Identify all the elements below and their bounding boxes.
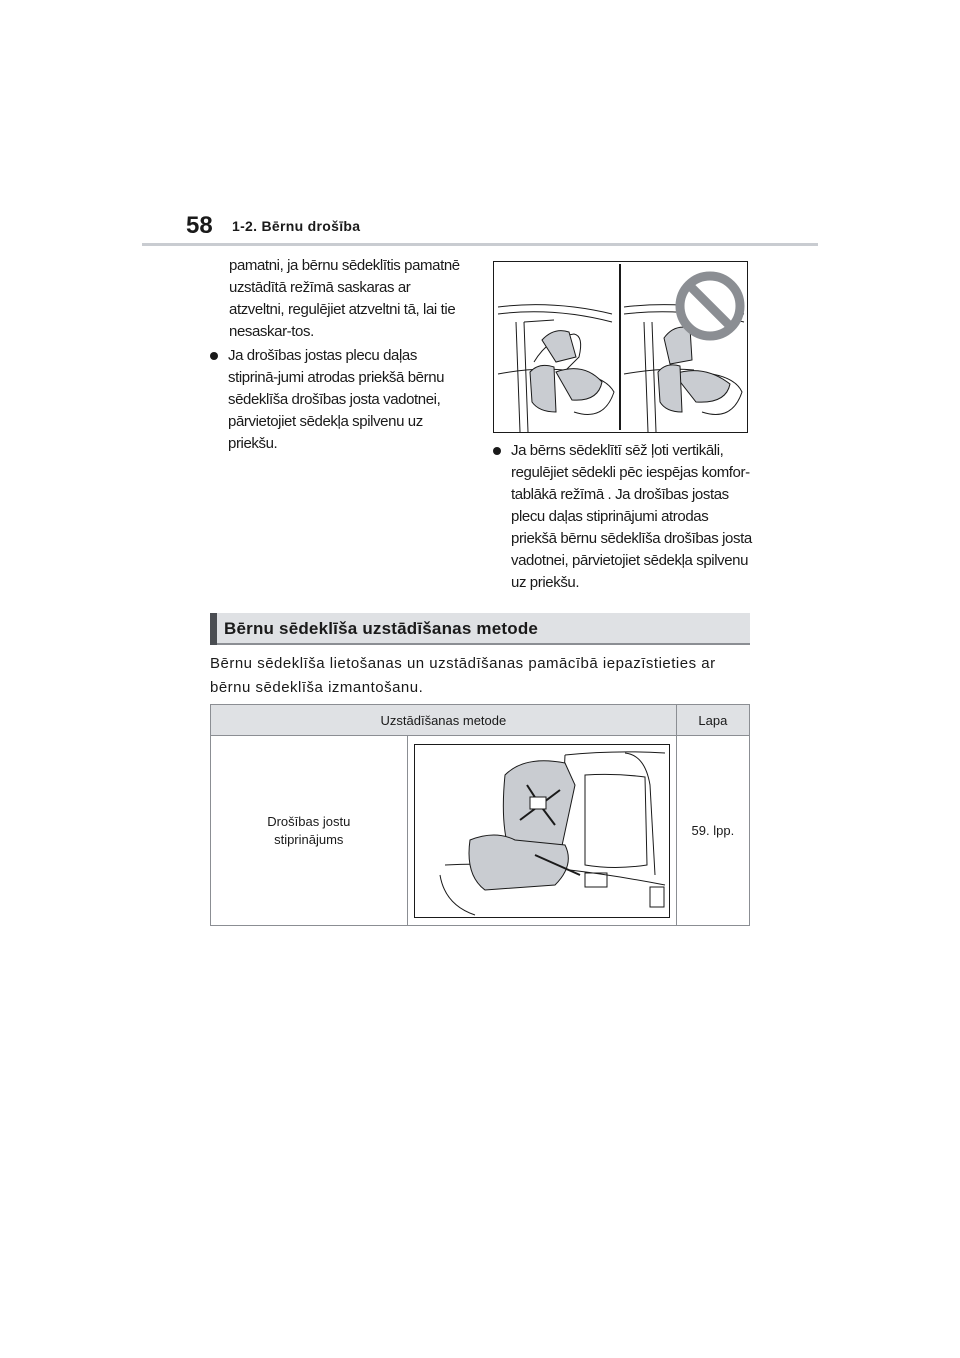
installation-methods-table	[210, 704, 750, 926]
page-reference: 59. lpp.	[676, 736, 749, 926]
child-seat-illustration	[414, 744, 670, 918]
method-illustration-cell	[407, 736, 676, 926]
table-row	[211, 736, 750, 926]
header-divider	[142, 243, 818, 246]
column-header-page: Lapa	[676, 705, 749, 736]
bullet-icon	[210, 352, 218, 360]
seat-position-illustration	[493, 261, 748, 433]
bullet-text: Ja bērns sēdeklītī sēž ļoti vertikāli, regulējiet sēdekli pēc iespējas komfor-tablākā režīmā . Ja drošības jostas plecu daļas stiprinājumi atrodas priekšā bērnu sēdeklīša drošības josta vadotnei, pārvietojiet sēdekļa spilvenu uz priekšu.	[511, 442, 752, 591]
continuation-paragraph: pamatni, ja bērnu sēdeklītis pamatnē uzstādītā režīmā saskaras ar atzveltni, regulējiet atzveltni tā, lai tie nesaskar-tos.	[229, 257, 460, 340]
child-seat-drawing	[415, 745, 669, 917]
page-number: 58	[186, 212, 213, 239]
bullet-text: Ja drošības jostas plecu daļas stiprinā-jumi atrodas priekšā bērnu sēdeklīša drošības josta vadotnei, pārvietojiet sēdekļa spilvenu uz priekšu.	[228, 347, 445, 452]
bullet-item-seat-cushion	[210, 345, 470, 455]
seat-position-drawing	[494, 262, 747, 432]
method-name: Drošības jostu stiprinājums	[211, 736, 408, 926]
bullet-item-vertical-seat	[493, 440, 755, 594]
prohibited-icon	[680, 276, 740, 336]
section-intro: Bērnu sēdeklīša lietošanas un uzstādīšanas pamācībā iepazīstieties ar bērnu sēdeklīša izmantošanu.	[210, 655, 716, 696]
bullet-icon	[493, 447, 501, 455]
table-header-row	[211, 705, 750, 736]
column-header-method: Uzstādīšanas metode	[211, 705, 677, 736]
section-heading-accent	[210, 613, 217, 645]
section-title: 1-2. Bērnu drošība	[232, 218, 361, 234]
section-heading: Bērnu sēdeklīša uzstādīšanas metode	[224, 619, 539, 638]
